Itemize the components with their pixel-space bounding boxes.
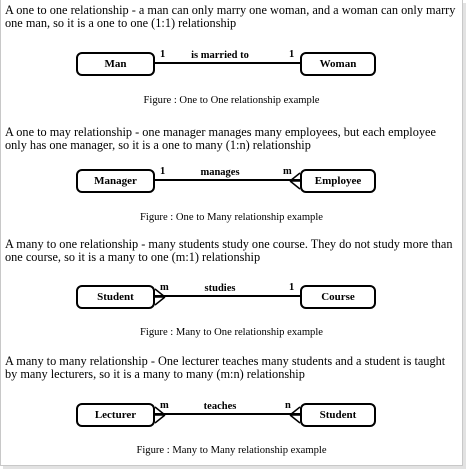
page-border-left [0,0,1,465]
entity-lecturer: Lecturer [76,403,155,427]
one-to-one-paragraph: A one to one relationship - a man can only marry one woman, and a woman can only marry one man, so it is a one to one (1:1) relationship [5,3,456,30]
many-to-many-paragraph: A many to many relationship - One lecturer teaches many students and a student is taught by many lecturers, so it is a many to many (m:n) relationship [5,354,446,381]
entity-student: Student [76,285,155,309]
entity-manager: Manager [76,169,155,193]
entity-man: Man [76,52,155,76]
many-to-one-paragraph: A many to one relationship - many students study one course. They do not study more than one course, so it is a many to one (m:1) relationship [5,237,453,264]
left-cardinality: m [160,282,169,293]
relationship-line [155,62,300,64]
one-to-one-caption: Figure : One to One relationship example [143,95,320,106]
page-shadow-right [463,3,466,467]
entity-employee: Employee [300,169,376,193]
one-to-many-paragraph: A one to may relationship - one manager manages many employees, but each employee only has one manager, so it is a one to many (1:n) relationship [5,125,436,152]
relationship-label: teaches [203,401,237,412]
right-cardinality: 1 [289,49,295,60]
left-cardinality: m [160,400,169,411]
relationship-line [155,179,300,181]
right-cardinality: n [285,400,291,411]
one-to-many-caption: Figure : One to Many relationship example [140,212,323,223]
relationship-label: is married to [191,50,249,61]
many-to-many-caption: Figure : Many to Many relationship example [136,445,327,456]
relationship-label: studies [204,283,236,294]
relationship-line [155,413,300,415]
left-cardinality: 1 [160,166,166,177]
right-cardinality: m [283,166,292,177]
right-cardinality: 1 [289,282,295,293]
many-to-one-caption: Figure : Many to One relationship example [140,327,323,338]
relationship-line [155,295,300,297]
entity-student: Student [300,403,376,427]
relationship-label: manages [200,167,240,178]
entity-course: Course [300,285,376,309]
left-cardinality: 1 [160,49,166,60]
entity-woman: Woman [300,52,376,76]
